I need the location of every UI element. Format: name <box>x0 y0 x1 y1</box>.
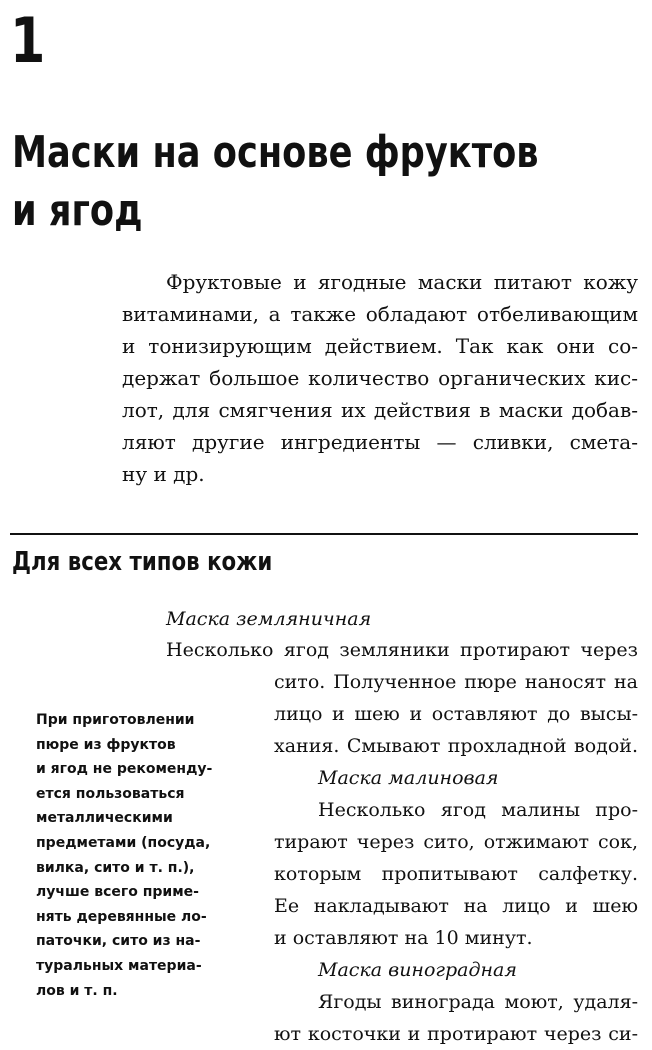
recipe-line: Ее накладывают на лицо и шею <box>274 895 638 917</box>
intro-line: ляют другие ингредиенты — сливки, смета- <box>122 430 638 454</box>
sidebar-line: вилка, сито и т. п.), <box>36 859 195 876</box>
section-title: Для всех типов кожи <box>12 547 273 577</box>
recipe-strawberry-first-line <box>166 634 638 666</box>
chapter-title-line: и ягод <box>12 185 143 236</box>
recipe-line: лицо и шею и оставляют до высы- <box>274 703 638 725</box>
chapter-number: 1 <box>10 4 46 77</box>
recipe-line: Ягоды винограда моют, удаля- <box>318 991 638 1013</box>
recipe-line: которым пропитывают салфетку. <box>274 863 638 885</box>
intro-paragraph <box>122 266 638 490</box>
sidebar-line: лучше всего приме- <box>36 884 199 901</box>
sidebar-line: При приготовлении <box>36 712 195 728</box>
intro-line: ну и др. <box>122 462 205 486</box>
recipe-line: сито. Полученное пюре наносят на <box>274 671 638 693</box>
recipe-line: Несколько ягод земляники протирают через <box>166 639 638 661</box>
recipe-line: тирают через сито, отжимают сок, <box>274 831 638 853</box>
sidebar-line: пюре из фруктов <box>36 736 176 753</box>
sidebar-line: нять деревянные ло- <box>36 908 207 925</box>
sidebar-line: туральных материа- <box>36 957 202 974</box>
recipe-line: хания. Смывают прохладной водой. <box>274 735 638 757</box>
recipe-title-raspberry: Маска малиновая <box>318 767 499 789</box>
intro-line: витаминами, а также обладают отбеливающим <box>122 302 638 326</box>
sidebar-line: лов и т. п. <box>36 982 118 999</box>
intro-line: держат большое количество органических кис- <box>122 366 638 390</box>
sidebar-line: ется пользоваться <box>36 785 185 802</box>
sidebar-note <box>36 708 241 1003</box>
sidebar-line: предметами (посуда, <box>36 834 211 851</box>
recipe-line: Несколько ягод малины про- <box>318 799 638 821</box>
intro-line: лот, для смягчения их действия в маски добав- <box>122 398 638 422</box>
sidebar-line: паточки, сито из на- <box>36 933 201 950</box>
section-divider <box>10 533 638 535</box>
main-text-column <box>274 666 638 1050</box>
chapter-title <box>12 124 620 240</box>
recipe-line: и оставляют на 10 минут. <box>274 927 533 949</box>
intro-line: и тонизирующим действием. Так как они со- <box>122 334 638 358</box>
sidebar-line: металлическими <box>36 810 173 827</box>
recipe-title-grape: Маска виноградная <box>318 959 517 981</box>
recipe-title-strawberry: Маска земляничная <box>166 608 372 630</box>
sidebar-line: и ягод не рекоменду- <box>36 761 213 778</box>
intro-line: Фруктовые и ягодные маски питают кожу <box>166 270 638 294</box>
chapter-title-line: Маски на основе фруктов <box>12 127 539 178</box>
recipe-line: ют косточки и протирают через си- <box>274 1023 638 1045</box>
